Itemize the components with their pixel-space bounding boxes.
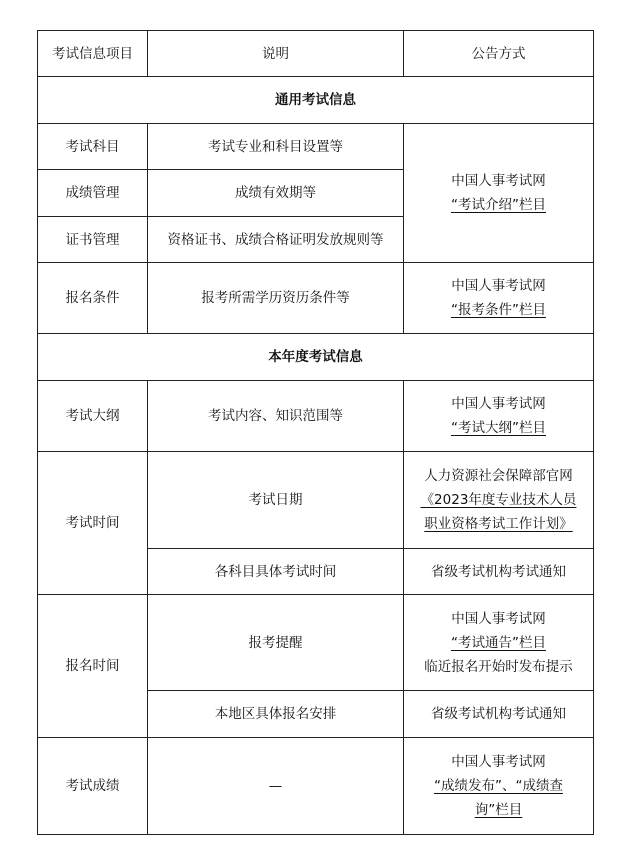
- desc-syllabus: 考试内容、知识范围等: [148, 381, 404, 452]
- item-score-mgmt: 成绩管理: [38, 170, 148, 217]
- notice-score-source: 中国人事考试网: [451, 754, 546, 770]
- notice-syllabus-source: 中国人事考试网: [451, 396, 546, 412]
- section-general-title: 通用考试信息: [38, 77, 594, 124]
- desc-subject-time: 各科目具体考试时间: [148, 549, 404, 595]
- notice-eligibility: [404, 263, 594, 334]
- item-score: 考试成绩: [38, 738, 148, 835]
- item-exam-time: 考试时间: [38, 452, 148, 595]
- desc-reg-reminder: 报考提醒: [148, 595, 404, 691]
- notice-score-column-link-2[interactable]: 询”栏目: [474, 802, 523, 818]
- desc-local-reg: 本地区具体报名安排: [148, 691, 404, 738]
- notice-eligibility-source: 中国人事考试网: [451, 278, 546, 294]
- section-row-general: [38, 77, 594, 124]
- item-subject: 考试科目: [38, 124, 148, 170]
- notice-local-reg: 省级考试机构考试通知: [404, 691, 594, 738]
- table-header-row: [38, 31, 594, 77]
- section-annual-title: 本年度考试信息: [38, 334, 594, 381]
- table-row: [38, 124, 594, 170]
- desc-score-mgmt: 成绩有效期等: [148, 170, 404, 217]
- table-row: [38, 738, 594, 835]
- desc-score: —: [148, 738, 404, 835]
- table-row: [38, 452, 594, 549]
- notice-reg-source: 中国人事考试网: [451, 610, 546, 627]
- notice-syllabus-column-link[interactable]: “考试大纲”栏目: [451, 420, 546, 436]
- notice-subject-time: 省级考试机构考试通知: [404, 549, 594, 595]
- exam-info-table: [37, 30, 594, 835]
- table-row: [38, 263, 594, 334]
- notice-syllabus: [404, 381, 594, 452]
- table-row: [38, 381, 594, 452]
- notice-score: [404, 738, 594, 835]
- item-reg-time: 报名时间: [38, 595, 148, 738]
- notice-reg-reminder: [404, 595, 594, 691]
- notice-exam-date-source: 人力资源社会保障部官网: [424, 468, 573, 484]
- header-item: 考试信息项目: [38, 31, 148, 77]
- notice-general-column-link[interactable]: “考试介绍”栏目: [451, 197, 546, 213]
- header-description: 说明: [148, 31, 404, 77]
- desc-exam-date: 考试日期: [148, 452, 404, 549]
- desc-subject: 考试专业和科目设置等: [148, 124, 404, 170]
- item-eligibility: 报名条件: [38, 263, 148, 334]
- header-announcement: 公告方式: [404, 31, 594, 77]
- notice-exam-plan-link-1[interactable]: 《2023年度专业技术人员: [420, 492, 577, 508]
- notice-exam-plan-link-2[interactable]: 职业资格考试工作计划》: [424, 516, 573, 532]
- section-row-annual: [38, 334, 594, 381]
- desc-cert-mgmt: 资格证书、成绩合格证明发放规则等: [148, 217, 404, 263]
- item-syllabus: 考试大纲: [38, 381, 148, 452]
- table-row: [38, 595, 594, 691]
- notice-reg-hint: 临近报名开始时发布提示: [424, 658, 573, 675]
- notice-general-source: 中国人事考试网: [451, 173, 546, 189]
- desc-eligibility: 报考所需学历资历条件等: [148, 263, 404, 334]
- item-cert-mgmt: 证书管理: [38, 217, 148, 263]
- notice-exam-date: [404, 452, 594, 549]
- notice-general: [404, 124, 594, 263]
- notice-eligibility-column-link[interactable]: “报考条件”栏目: [451, 302, 546, 318]
- notice-score-column-link-1[interactable]: “成绩发布”、“成绩查: [434, 778, 563, 794]
- notice-reg-column-link[interactable]: “考试通告”栏目: [451, 634, 546, 651]
